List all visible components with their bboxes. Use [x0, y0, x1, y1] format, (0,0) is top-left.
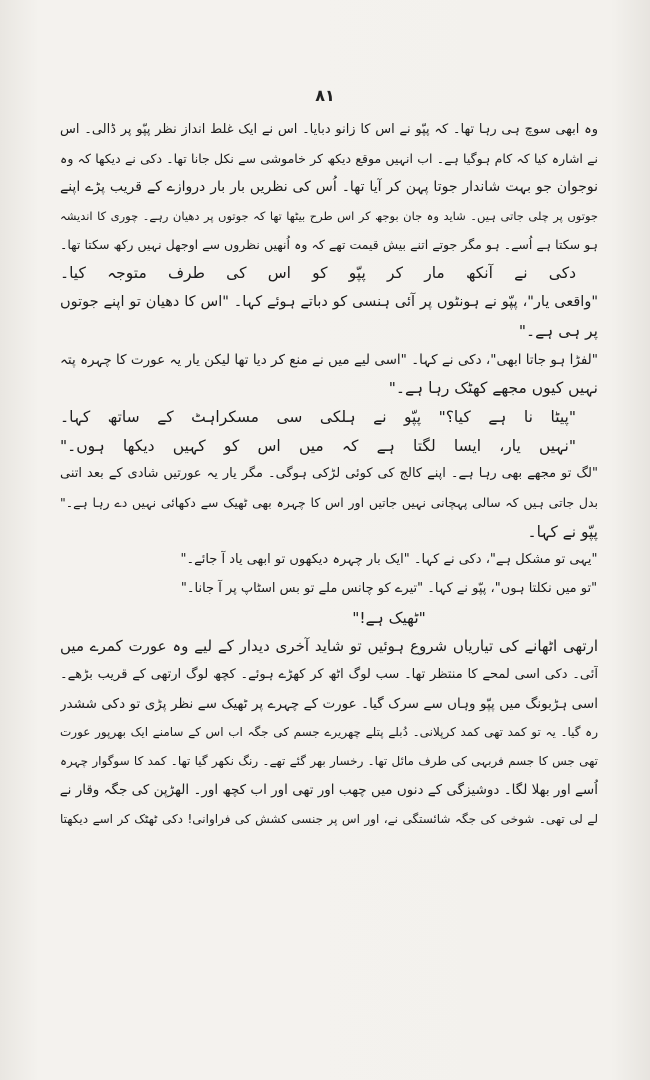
- text-line: "پیٹا نا ہے کیا؟" پپّو نے ہلکی سی مسکراہٹ کے ساتھ کہا۔: [60, 407, 576, 426]
- text-line: بدل جاتی ہیں کہ سالی پہچانی نہیں جاتیں اور اس کا چہرہ بھی ٹھیک سے دکھائی نہیں دے رہا ہے۔": [60, 494, 598, 510]
- text-line: ہو سکتا ہے اُسے۔ ہو مگر جوتے اتنے بیش قیمت تھے کہ وہ اُنھیں نظروں سے اوجھل نہیں رکھ سکتا تھا۔: [60, 236, 598, 252]
- text-line: "واقعی یار"، پپّو نے ہونٹوں پر آئی ہنسی کو دباتے ہوئے کہا۔ "اس کا دھیان تو اپنے جوتوں: [60, 294, 598, 311]
- text-line: پر ہی ہے۔": [518, 321, 598, 340]
- text-line: جوتوں پر چلی جاتی ہیں۔ شاید وہ جان بوجھ کر اس طرح بیٹھا تھا کہ جوتوں پر دھیان رہے۔ چوری کا اندیشہ: [60, 209, 598, 224]
- text-line: تھی جس کا جسم فربہی کی طرف مائل تھا۔ رخسار بھر گئے تھے۔ رنگ نکھر گیا تھا۔ کمد کا سوگوار چہرہ: [60, 754, 598, 769]
- urdu-text-body: [60, 116, 598, 833]
- text-line: لے لی تھی۔ شوخی کی جگہ شائستگی نے، اور اس پر جنسی کشش کی فراوانی! دکی ٹھٹک کر اسے دیکھتا: [60, 811, 598, 826]
- text-line: نوجوان جو بہت شاندار جوتا پہن کر آیا تھا۔ اُس کی نظریں بار بار دروازے کے قریب پڑے اپنے: [60, 179, 598, 196]
- text-line: "نہیں یار، ایسا لگتا ہے کہ میں اس کو کہیں دیکھا ہوں۔": [60, 436, 576, 455]
- text-line: پپّو نے کہا۔: [527, 522, 598, 541]
- text-line: "لفڑا ہو جاتا ابھی"، دکی نے کہا۔ "اسی لیے میں نے منع کر دیا تھا لیکن یار یہ عورت کا چہرہ پتہ: [60, 351, 598, 368]
- text-line: دکی نے آنکھ مار کر پپّو کو اس کی طرف متوجہ کیا۔: [60, 264, 576, 283]
- text-line: ارتھی اٹھانے کی تیاریاں شروع ہوئیں تو شاید آخری دیدار کے لیے وہ عورت کمرے میں: [60, 637, 598, 656]
- text-line: رہ گیا۔ یہ تو کمد تھی کمد کرپلانی۔ دُبلے پتلے چھریرے جسم کی جگہ اب اس کے سامنے ایک بھرپور عورت: [60, 725, 598, 740]
- text-line: "تو میں نکلتا ہوں"، پپّو نے کہا۔ "تیرے کو چانس ملے تو بس اسٹاپ پر آ جانا۔": [180, 581, 598, 596]
- text-line: نہیں کیوں مجھے کھٹک رہا ہے۔": [388, 379, 598, 398]
- text-line: اُسے اور بھلا لگا۔ دوشیزگی کے دنوں میں چھب اور تھی اور اب کچھ اور۔ الھڑپن کی جگہ وقار نے: [60, 781, 598, 798]
- text-line: وہ ابھی سوچ ہی رہا تھا۔ کہ پپّو نے اس کا زانو دبایا۔ اس نے ایک غلط انداز نظر پپّو پر ڈالی۔ اس: [60, 122, 598, 137]
- text-line: آئی۔ دکی اسی لمحے کا منتظر تھا۔ سب لوگ اٹھ کر کھڑے ہوئے۔ کچھ لوگ ارتھی کے قریب بڑھے۔: [60, 667, 598, 683]
- text-line: اسی ہڑبونگ میں پپّو وہاں سے سرک گیا۔ عورت کے چہرے پر ٹھیک سے نظر پڑی تو دکی ششدر: [60, 695, 598, 712]
- text-line: نے اشارہ کیا کہ کام ہوگیا ہے۔ اب انہیں موقع دیکھ کر خاموشی سے نکل جانا تھا۔ دکی نے دیکھا کہ وہ: [60, 150, 598, 166]
- text-line: "لگ تو مجھے بھی رہا ہے۔ اپنے کالج کی کوئی لڑکی ہوگی۔ مگر یار یہ عورتیں شادی کے بعد اتنی: [60, 466, 598, 482]
- text-line: "یہی تو مشکل ہے"، دکی نے کہا۔ "ایک بار چہرہ دیکھوں تو ابھی یاد آ جائے۔": [180, 552, 598, 568]
- text-line: "ٹھیک ہے!": [352, 608, 426, 627]
- page-number: ۸۱: [315, 86, 335, 105]
